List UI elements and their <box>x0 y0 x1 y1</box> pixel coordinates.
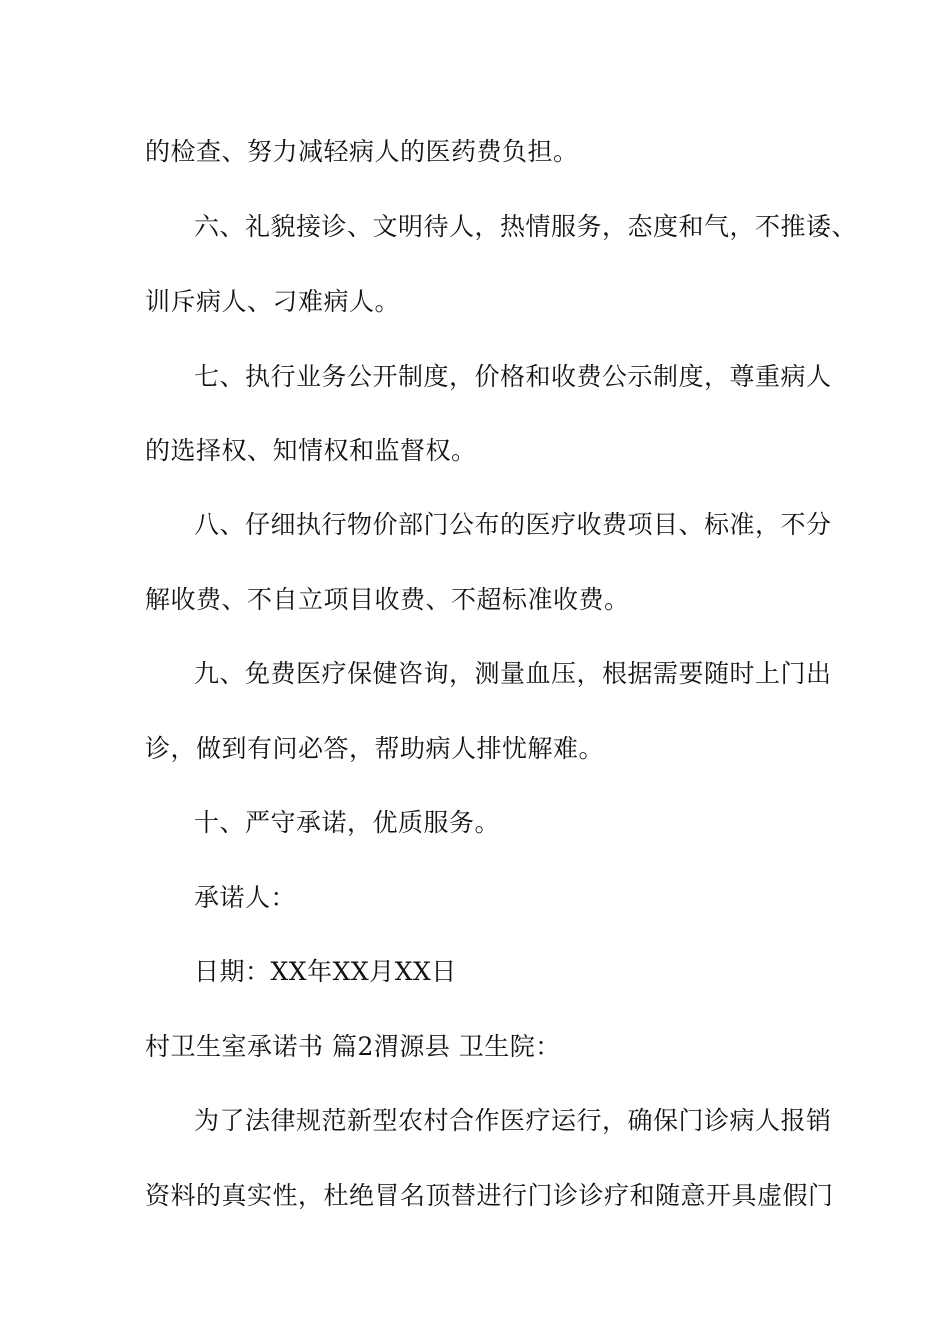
paragraph-line: 的检查、努力减轻病人的医药费负担。 <box>145 137 579 166</box>
paragraph-line: 十、严守承诺，优质服务。 <box>194 808 501 837</box>
paragraph-line: 九、免费医疗保健咨询，测量血压，根据需要随时上门出 <box>194 659 832 688</box>
paragraph-line: 为了法律规范新型农村合作医疗运行，确保门诊病人报销 <box>194 1106 832 1135</box>
paragraph-line: 七、执行业务公开制度，价格和收费公示制度，尊重病人 <box>194 362 832 391</box>
paragraph-line: 解收费、不自立项目收费、不超标准收费。 <box>145 585 630 614</box>
section-heading: 村卫生室承诺书 篇2渭源县 卫生院： <box>145 1032 561 1061</box>
date-line: 日期：XX年XX月XX日 <box>194 957 457 986</box>
signatory-line: 承诺人： <box>194 883 297 912</box>
paragraph-line: 八、仔细执行物价部门公布的医疗收费项目、标准，不分 <box>194 510 832 539</box>
paragraph-line: 资料的真实性，杜绝冒名顶替进行门诊诊疗和随意开具虚假门 <box>145 1181 834 1210</box>
paragraph-line: 训斥病人、刁难病人。 <box>145 287 401 316</box>
paragraph-line: 的选择权、知情权和监督权。 <box>145 436 477 465</box>
paragraph-line: 诊，做到有问必答，帮助病人排忧解难。 <box>145 734 605 763</box>
paragraph-line: 六、礼貌接诊、文明待人，热情服务，态度和气，不推诿、 <box>194 212 858 241</box>
